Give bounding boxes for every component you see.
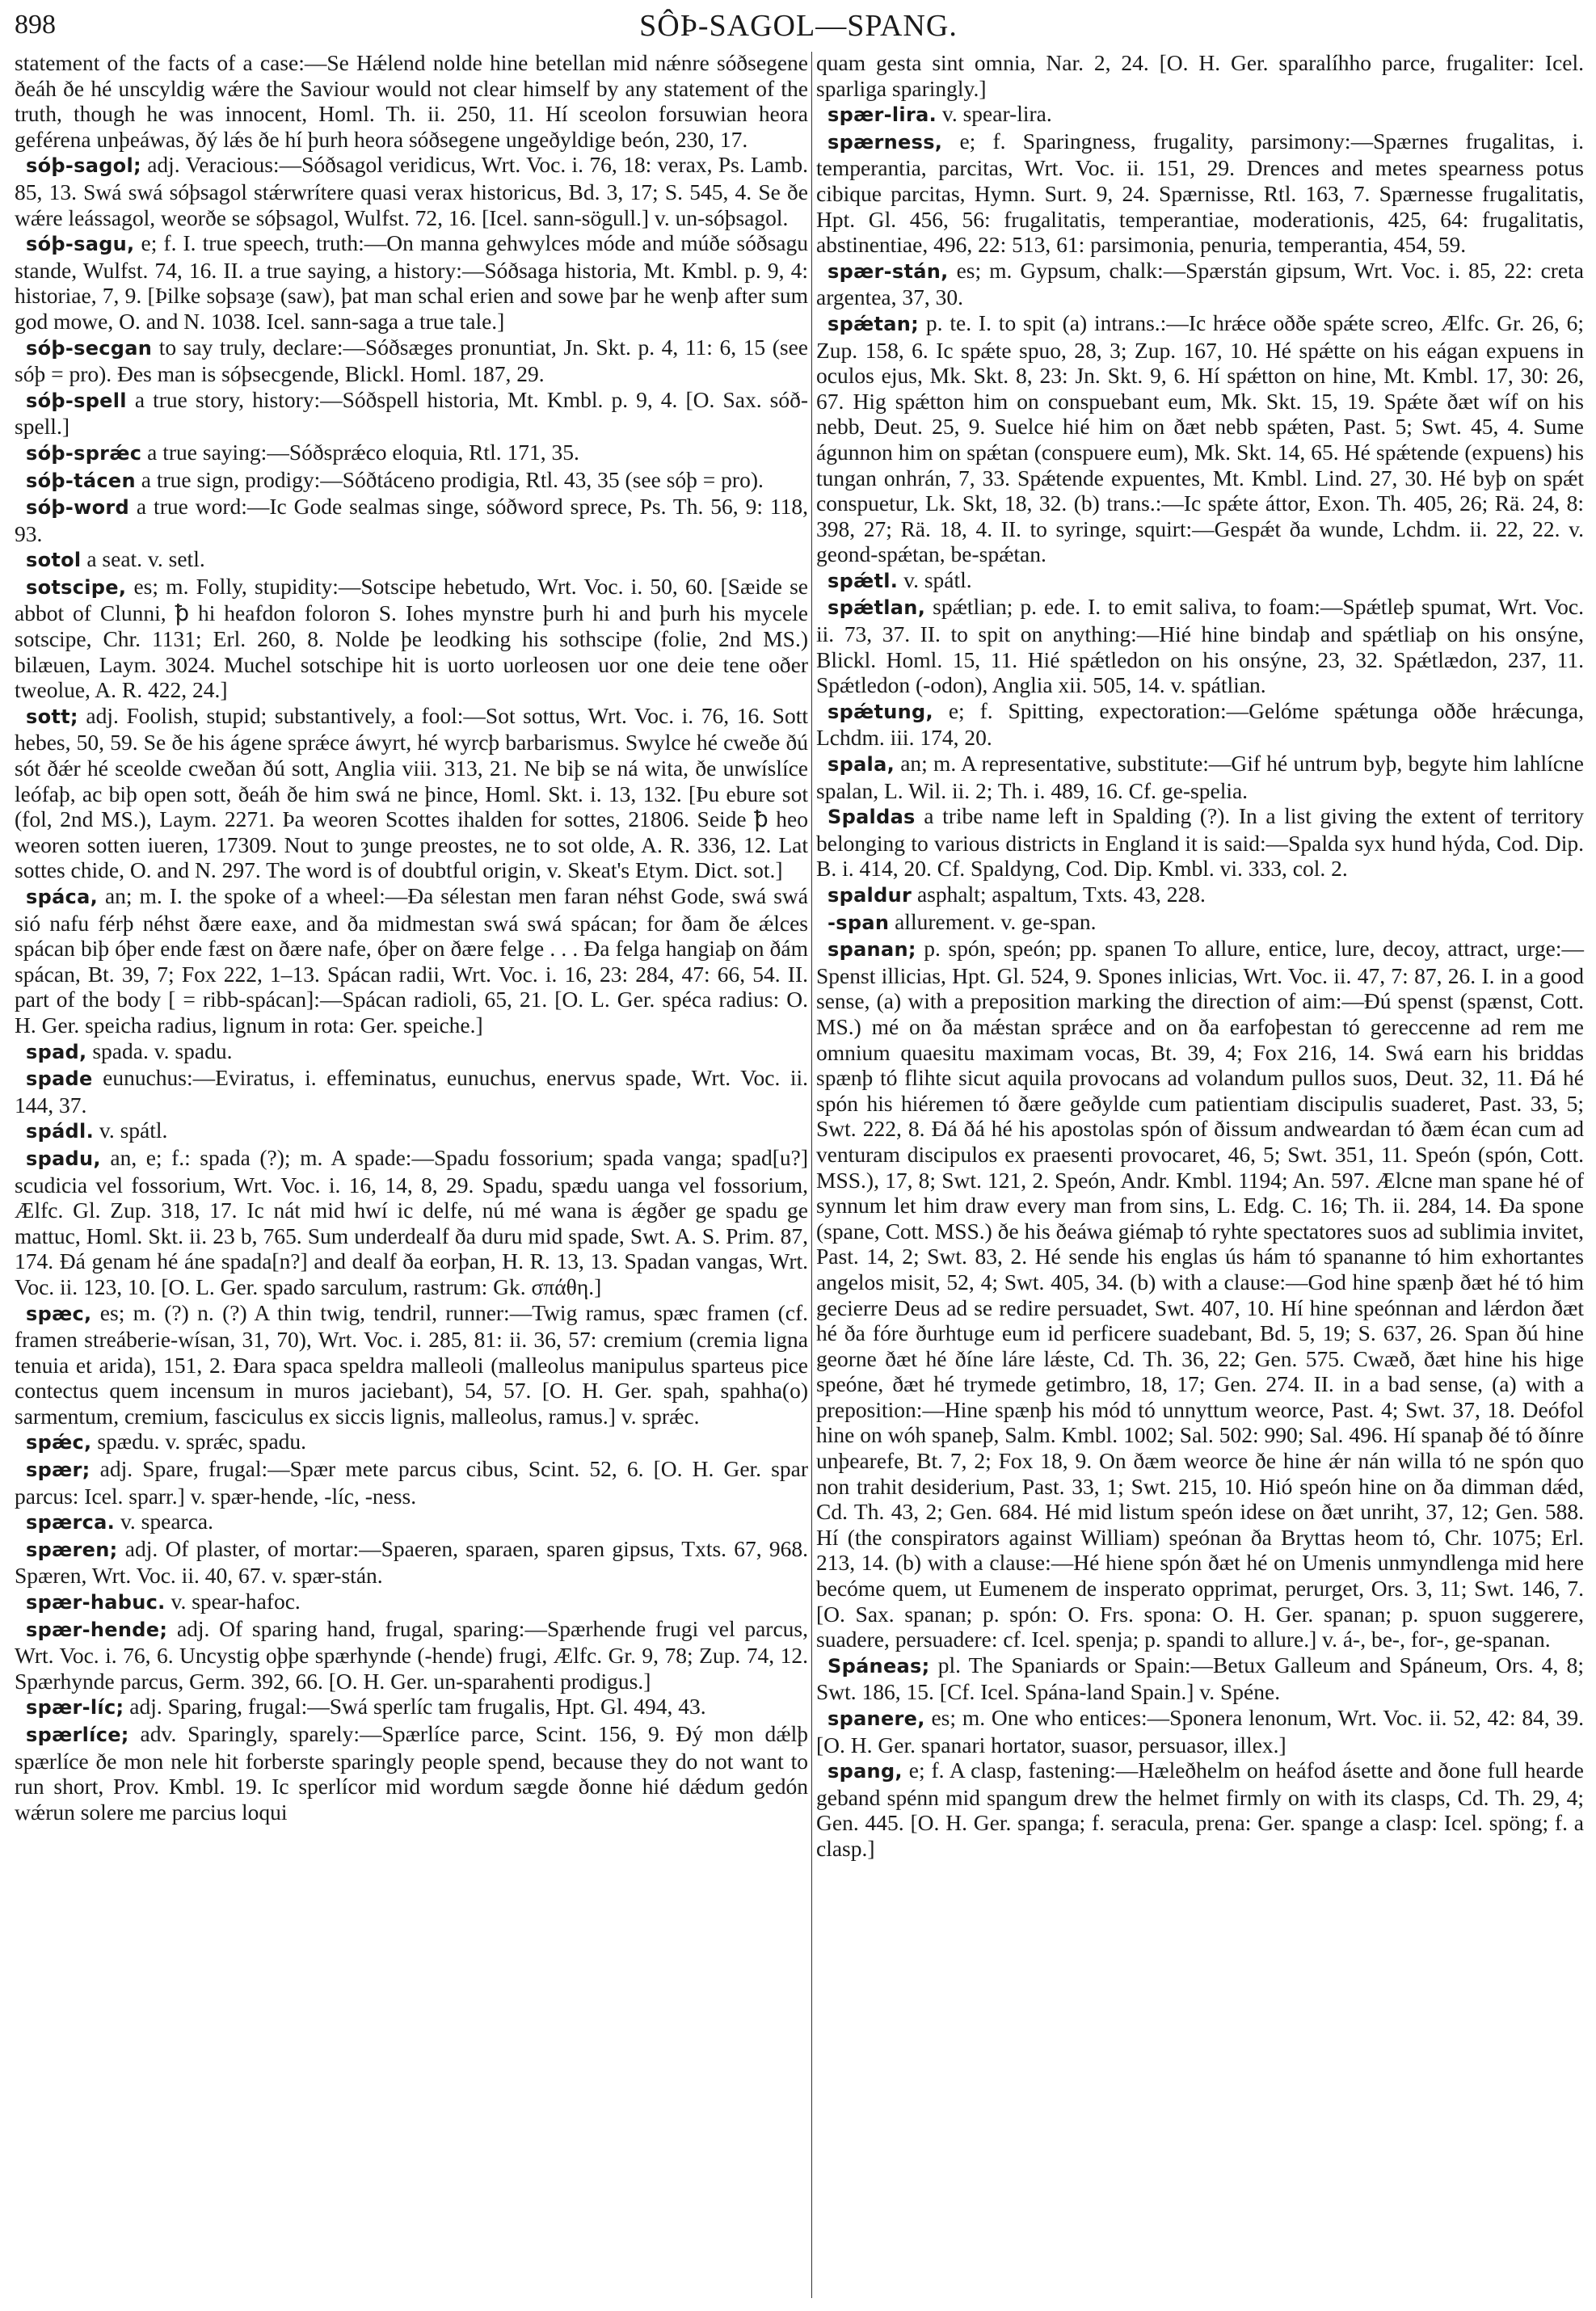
entry-definition: v. spátl. — [898, 566, 972, 592]
dictionary-entry — [15, 387, 808, 440]
entry-headword: sotol — [26, 549, 82, 572]
entry-definition: e; f. I. true speech, truth:—On manna gehwylces móde and múðe sóðsagu stande, Wulfst. 74, 16. II. a true saying, a history:—Sóðsaga historia, Mt. Kmbl. p. 9, 4: historiae, 7, 9. [Þilke soþsaȝe (saw), þat man schal erien and sowe þar he wenþ after sum god mowe, O. and N. 1038. Icel. sann-saga a true tale.] — [15, 230, 808, 334]
entry-definition: adj. Of plaster, of mortar:—Spaeren, sparaen, sparen gipsus, Txts. 67, 968. Spæren, Wrt. Voc. ii. 40, 67. v. spær-stán. — [15, 1535, 808, 1589]
dictionary-entry — [15, 1721, 808, 1825]
dictionary-entry — [15, 1536, 808, 1589]
entry-headword: spǽc, — [26, 1431, 92, 1454]
entry-definition: asphalt; aspaltum, Txts. 43, 228. — [912, 882, 1206, 907]
entry-definition: to say truly, declare:—Sóðsæges pronuntiat, Jn. Skt. p. 4, 11: 6, 15 (see sóþ = pro). Ðes man is sóþsecgende, Blickl. Homl. 187, 29. — [15, 334, 808, 387]
dictionary-entry — [15, 1694, 808, 1721]
entry-definition: p. te. I. to spit (a) intrans.:—Ic hrǽce oððe spǽte screo, Ælfc. Gr. 26, 6; Zup. 158, 6. Ic spǽte spuo, 28, 3; Zup. 167, 10. Hé spǽtte on his eágan expuens in oculos ejus, Mk. Skt. 8, 23: Jn. Skt. 9, 6. Hí spǽtton on hine, Mt. Kmbl. 17, 30: 26, 67. Hig spǽtton him on conspuebant eum, Mk. Skt. 15, 19. Spǽte ðæt wíf on his nebb, Deut. 25, 9. Suelce hié him on ðæt nebb spǽten, Past. 5; Swt. 45, 4. Sume águnnon him on spǽtan (conspuere eum), Mk. Skt. 14, 65. Hé spǽtende (expuens) his tungan onhrán, 7, 33. Spǽtende expuentes, Mt. Kmbl. Lind. 27, 30. Hé byþ on spǽt conspuetur, Lk. Skt, 18, 32. (b) trans.:—Ic spǽte áttor, Exon. Th. 405, 26; Rä. 24, 8: 398, 27; Rä. 18, 4. II. to syringe, squirt:—Gespǽt ða wunde, Lchdm. ii. 22, 22. v. geond-spǽtan, be-spǽtan. — [816, 309, 1584, 567]
entry-headword: sotscipe, — [26, 575, 127, 599]
dictionary-entry — [816, 909, 1584, 937]
dictionary-entry — [816, 310, 1584, 567]
entry-headword: spaldur — [827, 884, 912, 907]
entry-headword: spǽtan; — [827, 312, 920, 335]
entry-headword: spádl. — [26, 1120, 94, 1143]
dictionary-entry — [816, 751, 1584, 803]
dictionary-entry — [816, 50, 1584, 101]
dictionary-entry — [816, 1705, 1584, 1757]
entry-headword: spær-líc; — [26, 1696, 124, 1720]
entry-definition: e; f. A clasp, fastening:—Hæleðhelm on heáfod ásette and ðone full hearde geband spénn mid spangum drew the helmet firmly on with its clasps, Cd. Th. 29, 4; Gen. 445. [O. H. Ger. spanga; f. seracula, prena: Ger. spange a clasp: Icel. spöng; f. a clasp.] — [816, 1757, 1584, 1861]
entry-definition: a tribe name left in Spalding (?). In a list giving the extent of territory belonging to various districts in England it is said:—Spalda syx hund hýda, Cod. Dip. B. i. 414, 20. Cf. Spaldyng, Cod. Dip. Kmbl. vi. 333, col. 2. — [816, 803, 1584, 882]
entry-headword: spær-stán, — [827, 259, 949, 283]
entry-headword: spær-hende; — [26, 1618, 168, 1641]
entry-headword: spærness, — [827, 130, 943, 154]
entry-definition: adj. Sparing, frugal:—Swá sperlíc tam frugalis, Hpt. Gl. 494, 43. — [124, 1694, 706, 1720]
dictionary-entry — [15, 152, 808, 230]
entry-definition: allurement. v. ge-span. — [889, 908, 1097, 934]
dictionary-entry — [15, 546, 808, 574]
entry-headword: sóþ-spell — [26, 389, 127, 412]
dictionary-entry — [816, 567, 1584, 595]
dictionary-entry — [816, 128, 1584, 258]
dictionary-entry — [15, 50, 808, 152]
entry-headword: spáca, — [26, 886, 98, 908]
dictionary-entry — [816, 936, 1584, 1652]
entry-headword: sóþ-sagol; — [26, 154, 141, 178]
entry-headword: Spáneas; — [827, 1654, 930, 1677]
dictionary-entry — [15, 1038, 808, 1066]
entry-definition: v. spear-hafoc. — [165, 1589, 301, 1614]
entry-headword: spanan; — [827, 938, 916, 962]
entry-definition: v. spear-lira. — [937, 101, 1052, 127]
dictionary-entry — [15, 494, 808, 546]
dictionary-entry — [816, 882, 1584, 909]
entry-headword: sóþ-word — [26, 496, 129, 520]
entry-definition: spædu. v. sprǽc, spadu. — [91, 1429, 307, 1454]
dictionary-entry — [15, 1456, 808, 1509]
entry-headword: spærca. — [26, 1511, 116, 1534]
dictionary-entry — [15, 230, 808, 334]
dictionary-entry — [816, 1757, 1584, 1861]
entry-headword: sóþ-tácen — [26, 469, 136, 492]
entry-definition: an; m. I. the spoke of a wheel:—Ða sélestan men faran néhst Gode, swá swá sió nafu férþ néhst ðære eaxe, and ða midmestan swá swá spácan; for ðam ðe ǽlces spácan biþ óþer ende fæst on ðære nafe, óþer on ðære felge . . . Ða felga hangiaþ on ðám spácan, Bt. 39, 7; Fox 222, 1–13. Spácan radii, Wrt. Voc. i. 16, 23: 284, 47: 66, 54. II. part of the body [ = ribb-spácan]:—Spácan radioli, 65, 21. [O. L. Ger. spéca radius: O. H. Ger. speicha radius, lignum in rota: Ger. speiche.] — [15, 883, 808, 1038]
page-number: 898 — [15, 10, 56, 40]
dictionary-entry — [15, 1300, 808, 1429]
entry-headword: -span — [827, 911, 890, 934]
entry-headword: spade — [26, 1067, 93, 1091]
page-title: SÔÞ-SAGOL—SPANG. — [639, 9, 958, 43]
dictionary-entry — [15, 440, 808, 467]
entry-headword: spǽtung, — [827, 700, 933, 723]
entry-headword: sott; — [26, 705, 78, 728]
entry-headword: spǽtl. — [827, 569, 899, 592]
entry-headword: Spaldas — [827, 806, 916, 829]
entry-headword: spang, — [827, 1760, 903, 1783]
dictionary-entry — [816, 1652, 1584, 1705]
entry-definition: adv. Sparingly, sparely:—Spærlíce parce, Scint. 156, 9. Ðý mon dǽlþ spærlíce ðe mon nele hit forberste sparingly people spend, because they do not want to run short, Prov. Kmbl. 19. Ic sperlícor mid wordum sægde ðonne hié dǽdum gedón wǽrun solere me parcius loqui — [15, 1721, 808, 1825]
entry-definition: v. spearca. — [115, 1509, 213, 1534]
dictionary-entry — [15, 1145, 808, 1300]
entry-headword: spæc, — [26, 1302, 92, 1325]
entry-headword: spærlíce; — [26, 1724, 129, 1746]
dictionary-entry — [15, 1429, 808, 1456]
entry-headword: spanere, — [827, 1707, 925, 1730]
entry-headword: spala, — [827, 753, 895, 777]
entry-definition: v. spátl. — [93, 1118, 168, 1143]
entry-headword: spadu, — [26, 1147, 101, 1170]
dictionary-entry — [15, 574, 808, 703]
entry-headword: sóþ-sprǽc — [26, 441, 142, 465]
dictionary-entry — [15, 1589, 808, 1616]
entry-headword: spad, — [26, 1040, 87, 1063]
entry-headword: spær-lira. — [827, 103, 937, 127]
entry-headword: spær; — [26, 1459, 91, 1482]
dictionary-entry — [816, 803, 1584, 882]
page-header — [15, 6, 1582, 47]
dictionary-entry — [816, 101, 1584, 128]
entry-definition: eunuchus:—Eviratus, i. effeminatus, eunuchus, enervus spade, Wrt. Voc. ii. 144, 37. — [15, 1065, 808, 1118]
entry-definition: es; m. One who entices:—Sponera lenonum, Wrt. Voc. ii. 52, 42: 84, 39. [O. H. Ger. spanari hortator, suasor, persuasor, illex.] — [816, 1705, 1584, 1757]
entry-definition: an, e; f.: spada (?); m. A spade:—Spadu fossorium; spada vanga; spad[u?] scudicia vel fossorium, Wrt. Voc. i. 16, 14, 8, 29. Spadu, spædu uanga vel fossorium, Ælfc. Gl. Zup. 318, 17. Ic nát mid hwí ic delfe, nú mé wana is ǽgðer ge spadu ge mattuc, Homl. Skt. ii. 23 b, 765. Sum underdealf ða duru mid spade, Swt. A. S. Prim. 87, 174. Ðá genam hé áne spada[n?] and dealf ða eorþan, H. R. 13, 13. Spadan vangas, Wrt. Voc. ii. 123, 10. [O. L. Ger. spado sarculum, rastrum: Gk. σπάθη.] — [15, 1144, 808, 1299]
right-column — [816, 50, 1584, 1862]
entry-definition: spǽtlian; p. ede. I. to emit saliva, to foam:—Spǽtleþ spumat, Wrt. Voc. ii. 73, 37. II. to spit on anything:—Hié hine bindaþ and spǽtliaþ on his onsýne, Blickl. Homl. 15, 11. Hié spǽtledon on his onsýne, 23, 32. Spǽtlædon, 237, 11. Spǽtledon (-odon), Anglia xii. 505, 14. v. spátlian. — [816, 594, 1584, 698]
entry-definition: es; m. Folly, stupidity:—Sotscipe hebetudo, Wrt. Voc. i. 50, 60. [Sæide se abbot of Clunni, ꝥ hi heafdon foloron S. Iohes mynstre þurh hi and þurh his mycele sotscipe, Chr. 1131; Erl. 260, 8. Nolde þe leodking his sothscipe (folie, 2nd MS.) bilæuen, Laym. 3024. Muchel sotschipe hit is uorto uorleosen uor one deie tene oðer tweolue, A. R. 422, 24.] — [15, 573, 808, 703]
dictionary-entry — [15, 467, 808, 495]
entry-definition: quam gesta sint omnia, Nar. 2, 24. [O. H. Ger. sparalíhho parce, frugaliter: Icel. sparliga sparingly.] — [816, 50, 1584, 101]
entry-definition: a true sign, prodigy:—Sóðtáceno prodigia, Rtl. 43, 35 (see sóþ = pro). — [135, 466, 764, 492]
dictionary-entry — [15, 1509, 808, 1536]
dictionary-entry — [15, 1118, 808, 1145]
entry-definition: e; f. Sparingness, frugality, parsimony:—Spærnes frugalitas, i. temperantia, parcitas, Wrt. Voc. ii. 151, 29. Drences and metes spearness potus cibique parcitas, Hymn. Surt. 9, 24. Spærnisse, Rtl. 163, 7. Spærnesse frugalitatis, Hpt. Gl. 456, 56: frugalitatis, temperantiae, moderationis, 425, 64: frugalitatis, abstinentiae, 496, 22: 513, 61: parsimonia, penuria, temperantia, 454, 59. — [816, 128, 1584, 258]
entry-definition: es; m. (?) n. (?) A thin twig, tendril, runner:—Twig ramus, spæc framen (cf. framen streáberie-wísan, 31, 70), Wrt. Voc. i. 285, 81: ii. 36, 57: cremium (cremia ligna tenuia et arida), 151, 2. Ðara spaca speldra malleoli (malleolus manipulus sparteus pice contectus quem incensum in muros jaciebant), 54, 57. [O. H. Ger. spah, spahha(o) sarmentum, cremium, fasciculus ex siccis lignis, malleolus, ramus.] v. sprǽc. — [15, 1299, 808, 1429]
entry-headword: sóþ-secgan — [26, 336, 153, 360]
left-column — [15, 50, 808, 1825]
entry-definition: adj. Foolish, stupid; substantively, a fool:—Sot sottus, Wrt. Voc. i. 76, 16. Sott hebes, 50, 59. Se ðe his ágene sprǽce áwyrt, hé wyrcþ barbarismus. Swylce hé cweðe ðú sót ðǽr hé sceolde cweðan ðú sott, Anglia viii. 313, 21. Ne biþ se ná wita, ðe unwíslíce leófaþ, ac biþ open sott, ðeáh ðe him swá ne þince, Homl. Skt. i. 13, 132. [Þu ebure sot (fol, 2nd MS.), Laym. 2271. Þa weoren Scottes ihalden for sottes, 21806. Seide ꝥ heo weoren sotten iueren, 17309. Nout to ȝunge preostes, ne to sot olde, A. R. 336, 12. Lat sottes chide, O. and N. 297. The word is of doubtful origin, v. Skeat's Etym. Dict. sot.] — [15, 702, 808, 883]
entry-headword: spær-habuc. — [26, 1591, 166, 1614]
entry-definition: statement of the facts of a case:—Se Hǽlend nolde hine betellan mid nǽnre sóðsegene ðeáh ðe hé unscyldig wǽre the Saviour would not clear himself by any statement of the truth, though he was innocent, Homl. Th. ii. 250, 11. Hí sceolon forsuwian heora geférena unþeáwas, ðý lǽs ðe hí þurh heora sóðsegene ungeðyldige beón, 230, 17. — [15, 50, 808, 152]
dictionary-entry — [15, 703, 808, 883]
entry-definition: adj. Spare, frugal:—Spær mete parcus cibus, Scint. 52, 6. [O. H. Ger. spar parcus: Icel. sparr.] v. spær-hende, -líc, -ness. — [15, 1456, 808, 1509]
dictionary-entry — [816, 698, 1584, 751]
entry-definition: a true saying:—Sóðsprǽco eloquia, Rtl. 171, 35. — [141, 439, 579, 465]
dictionary-entry — [15, 1616, 808, 1694]
entry-definition: e; f. Spitting, expectoration:—Gelóme spǽtunga oððe hrǽcunga, Lchdm. iii. 174, 20. — [816, 697, 1584, 751]
entry-headword: spǽtlan, — [827, 596, 926, 620]
entry-definition: pl. The Spaniards or Spain:—Betux Galleum and Spáneum, Ors. 4, 8; Swt. 186, 15. [Cf. Icel. Spána-land Spain.] v. Spéne. — [816, 1652, 1584, 1705]
entry-definition: a seat. v. setl. — [81, 546, 205, 572]
entry-definition: spada. v. spadu. — [86, 1038, 233, 1063]
column-divider — [811, 52, 812, 2298]
entry-headword: spæren; — [26, 1538, 118, 1561]
entry-definition: an; m. A representative, substitute:—Gif hé untrum byþ, begyte him lahlícne spalan, L. Wil. ii. 2; Th. i. 489, 16. Cf. ge-spelia. — [816, 751, 1584, 803]
dictionary-entry — [15, 1065, 808, 1118]
dictionary-entry — [15, 883, 808, 1038]
entry-definition: a true story, history:—Sóðspell historia, Mt. Kmbl. p. 9, 4. [O. Sax. sóð-spell.] — [15, 386, 808, 440]
dictionary-entry — [816, 258, 1584, 310]
entry-headword: sóþ-sagu, — [26, 233, 135, 256]
entry-definition: adj. Veracious:—Sóðsagol veridicus, Wrt. Voc. i. 76, 18: verax, Ps. Lamb. 85, 13. Swá swá sóþsagol stǽrwrítere quasi verax historicus, Bd. 3, 17; S. 545, 4. Se ðe wǽre leássagol, weorðe se sóþsagol, Wulfst. 72, 16. [Icel. sann-sögull.] v. un-sóþsagol. — [15, 152, 808, 230]
entry-definition: es; m. Gypsum, chalk:—Spærstán gipsum, Wrt. Voc. i. 85, 22: creta argentea, 37, 30. — [816, 257, 1584, 310]
dictionary-entry — [15, 335, 808, 387]
dictionary-entry — [816, 594, 1584, 697]
entry-definition: adj. Of sparing hand, frugal, sparing:—Spærhende frugi vel parcus, Wrt. Voc. i. 76, 6. Uncystig oþþe spærhynde (-hende) frugi, Ælfc. Gr. 9, 78; Zup. 74, 12. Spærhynde parcus, Germ. 392, 66. [O. H. Ger. un-sparahenti prodigus.] — [15, 1615, 808, 1694]
entry-definition: p. spón, speón; pp. spanen To allure, entice, lure, decoy, attract, urge:—Spenst illicias, Hpt. Gl. 524, 9. Spones inlicias, Wrt. Voc. ii. 47, 7: 87, 26. I. in a good sense, (a) with a preposition marking the direction of aim:—Ðú spenst (spænst, Cott. MS.) mé on ða mǽstan sprǽce and on ða earfoþestan tó gereccenne ad rem me omnium quaesitu maximam vocas, Bt. 39, 4; Fox 216, 14. Swá earn his briddas spænþ tó flihte sicut aquila provocans ad volandum pullos suos, Deut. 32, 11. Ðá hé spón his hiéremen tó ðære geðylde cum patientiam discipulis suaderet, Past. 33, 5; Swt. 222, 8. Ðá ðá hé his apostolas spón of ðissum andweardan tó ðæm écan cum ad venturam discipulos ex praesenti provocaret, 46, 5; Swt. 351, 11. Speón (spón, Cott. MSS.), 17, 8; Swt. 121, 2. Speón, Andr. Kmbl. 1194; An. 597. Ælcne man spane hé of synnum let him draw every man from sins, L. Edg. C. 16; Th. ii. 284, 14. Ða spone (spane, Cott. MSS.) ðe his ðeáwa giémaþ tó ryhte spectatores suos ad sublimia invitet, Past. 14, 2; Swt. 83, 2. Hé sende his englas ús hám tó spananne tó him exhortantes angelos misit, 52, 4; Swt. 405, 34. (b) with a clause:—God hine spænþ ðæt hé tó him gecierre Deus ad se redire persuadet, Swt. 407, 10. Hí hine speónnan and lǽrdon ðæt hé ða fóre ðurhtuge eum id perficere suadebant, Bd. 5, 19; S. 637, 26. Span ðú hine georne ðæt hé ðíne láre lǽste, Cd. Th. 36, 22; Gen. 575. Cwæð, ðæt hine his hige speóne, ðæt hé trymede getimbro, 18, 17; Gen. 274. II. in a bad sense, (a) with a preposition:—Hine spænþ his mód tó unnyttum weorce, Past. 4; Swt. 37, 18. Deófol hine on wóh spaneþ, Salm. Kmbl. 1002; Sal. 502: 990; Sal. 496. Hí spanaþ ðé tó ðínre unþearefe, Bt. 7, 2; Fox 18, 9. On ðæm weorce ðe hine ǽr nán willa tó ne spón quo non trahit desiderium, Past. 33, 1; Swt. 215, 10. Hió speón hine on ða dimman dǽd, Cd. Th. 43, 2; Gen. 684. Hé mid listum speón idese on ðæt unriht, 37, 12; Gen. 588. Hí (the conspirators against William) speónan ða Bryttas heom tó, Chr. 1075; Erl. 213, 14. (b) with a clause:—Hé hiene spón ðæt hé on Umenis unmyndlenga mid here becóme quem, ut Eumenem de insperato opprimat, perurget, Ors. 3, 11; Swt. 146, 7. [O. Sax. spanan; p. spón: O. Frs. spona: O. H. Ger. spanan; p. spuon suggerere, suadere, persuadere: cf. Icel. spenja; p. spandi to allure.] v. á-, be-, for-, ge-spanan. — [816, 936, 1584, 1652]
entry-definition: a true word:—Ic Gode sealmas singe, sóðword sprece, Ps. Th. 56, 9: 118, 93. — [15, 494, 808, 546]
